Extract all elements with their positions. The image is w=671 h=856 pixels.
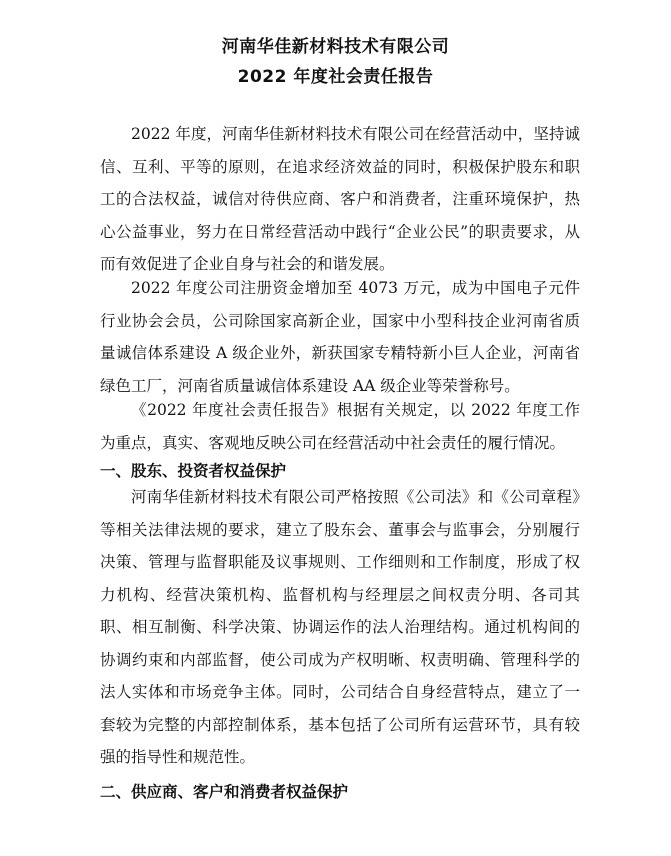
section-heading-suppliers: 二、供应商、客户和消费者权益保护: [100, 783, 349, 801]
section-body-shareholders: 河南华佳新材料技术有限公司严格按照《公司法》和《公司章程》等相关法律法规的要求，建立了股东会、董事会与监事会，分别履行决策、管理与监督职能及议事规则、工作细则和工作制度，形成了权力机构、经营决策机构、监督机构与经理层之间权责分明、各司其职、相互制衡、科学决策、协调运作的法人治理结构。通过机构间的协调约束和内部监督，使公司成为产权明晰、权责明确、管理科学的法人实体和市场竞争主体。同时，公司结合自身经营特点，建立了一套较为完整的内部控制体系，基本包括了公司所有运营环节，具有较强的指导性和规范性。: [100, 488, 580, 766]
registered-capital-paragraph: 2022 年度公司注册资金增加至 4073 万元，成为中国电子元件行业协会会员，公司除国家高新企业，国家中小型科技企业河南省质量诚信体系建设 A 级企业外，新获国家专精特新小巨人企业，河南省绿色工厂，河南省质量诚信体系建设 AA 级企业等荣誉称号。: [100, 279, 580, 395]
report-scope-paragraph: 《2022 年度社会责任报告》根据有关规定，以 2022 年度工作为重点，真实、客观地反映公司在经营活动中社会责任的履行情况。: [100, 401, 580, 452]
document-title-company: 河南华佳新材料技术有限公司: [221, 37, 450, 57]
intro-paragraph: 2022 年度，河南华佳新材料技术有限公司在经营活动中，坚持诚信、互利、平等的原则，在追求经济效益的同时，积极保护股东和职工的合法权益，诚信对待供应商、客户和消费者，注重环境保护，热心公益事业，努力在日常经营活动中践行“企业公民”的职责要求，从而有效促进了企业自身与社会的和谐发展。: [100, 125, 580, 273]
document-title-report: 2022 年度社会责任报告: [237, 67, 434, 87]
section-heading-shareholders: 一、股东、投资者权益保护: [100, 462, 287, 480]
